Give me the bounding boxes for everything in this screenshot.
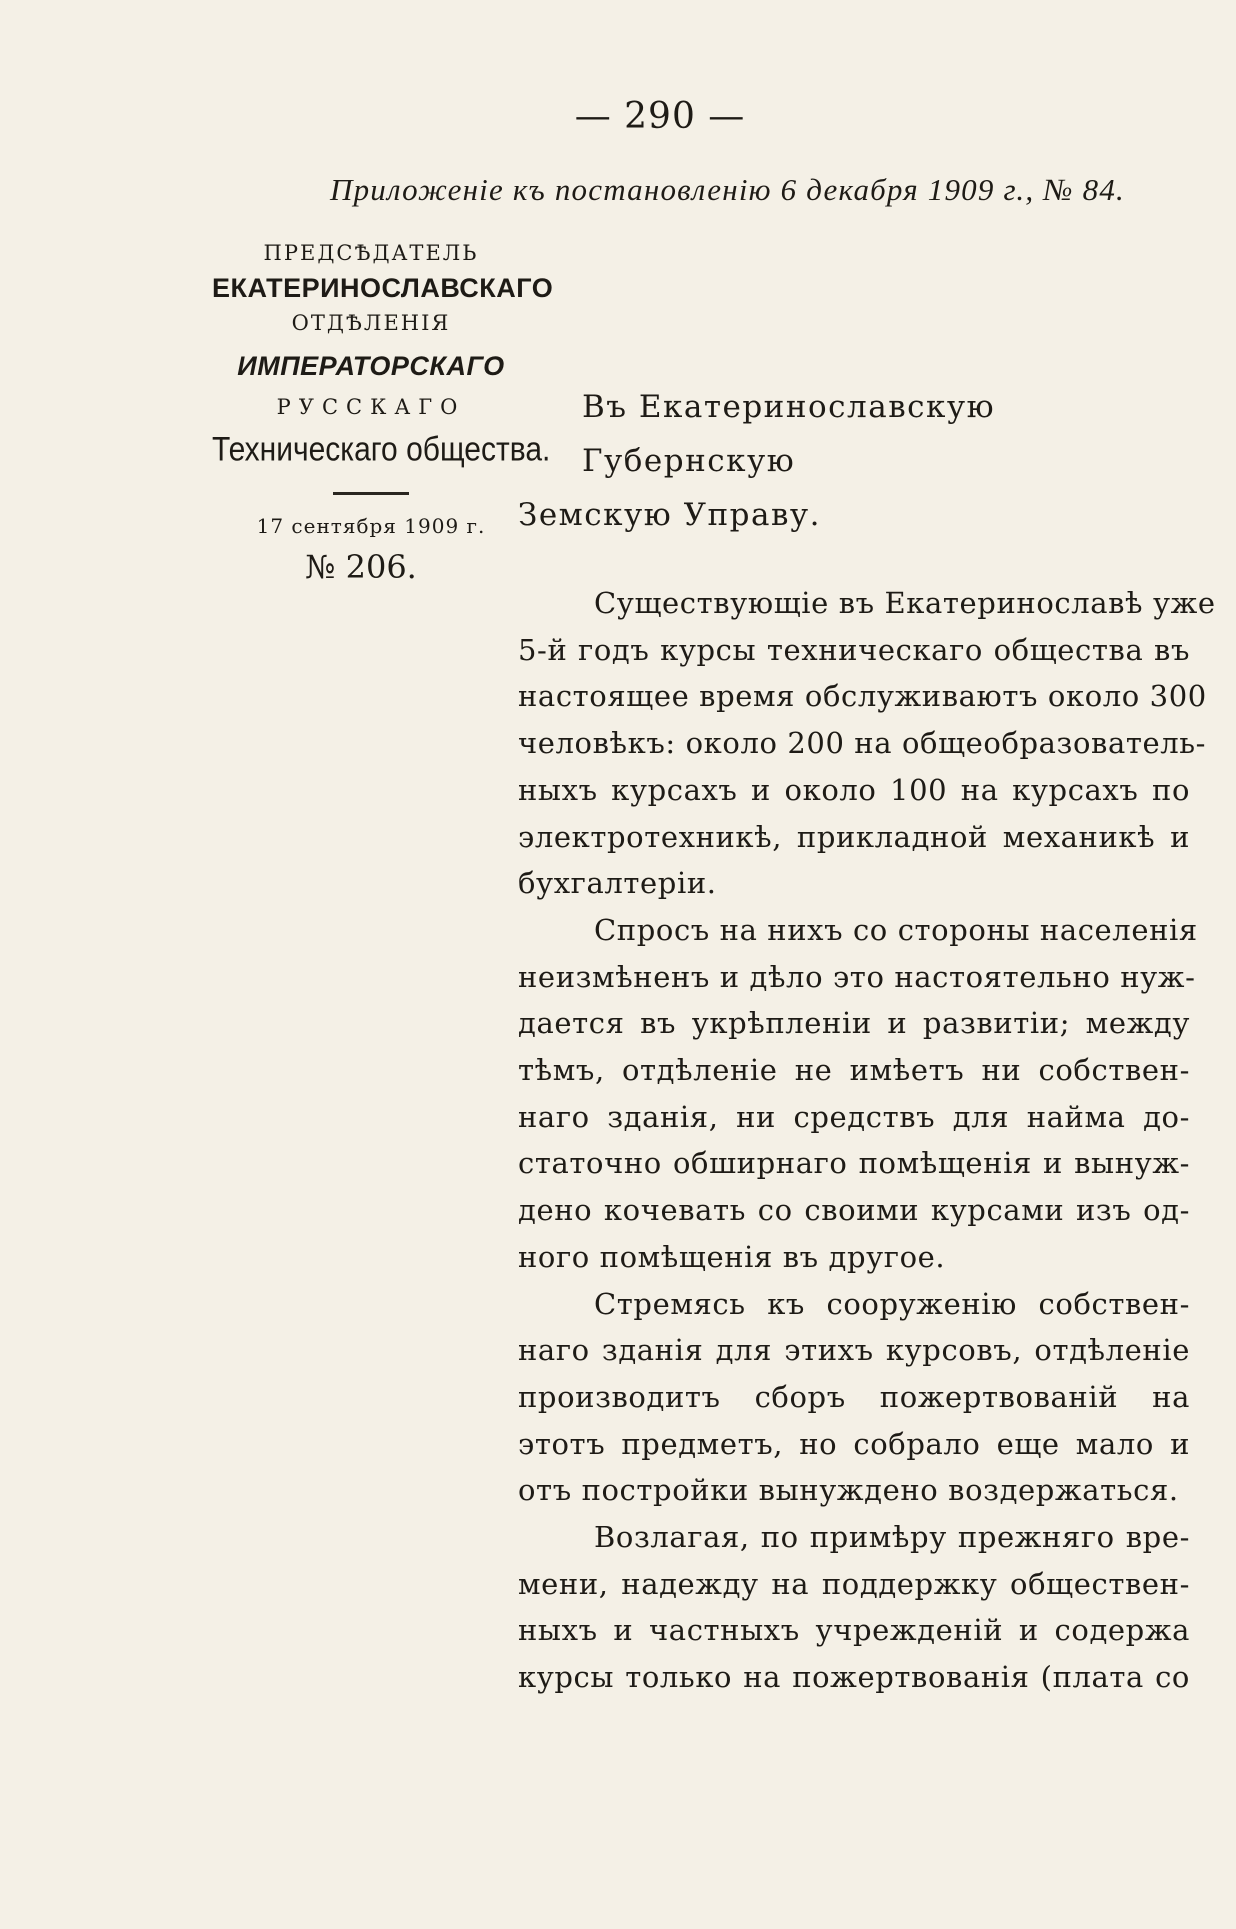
text-line: человѣкъ: около 200 на общеобразователь-: [518, 726, 1207, 761]
text-line: ного помѣщенія въ другое.: [518, 1239, 946, 1274]
paragraph-4: [518, 1514, 1190, 1701]
text-line: электротехникѣ, прикладной механикѣ и: [518, 819, 1190, 854]
letter-date: 17 сентября 1909 г.: [256, 514, 486, 538]
addressee-block: [518, 380, 1198, 542]
text-line: наго зданія, ни средствъ для найма до-: [518, 1099, 1190, 1134]
addressee-line-1: Въ Екатеринославскую Губернскую: [582, 389, 996, 479]
appendix-line: Приложеніе къ постановленію 6 декабря 1909 г., № 84.: [330, 172, 1126, 207]
text-line: курсы только на пожертвованія (плата со: [518, 1660, 1190, 1695]
text-line: 5-й годъ курсы техническаго общества въ: [518, 632, 1190, 667]
text-line: ныхъ курсахъ и около 100 на курсахъ по: [518, 772, 1190, 807]
text-line: ныхъ и частныхъ учрежденій и содержа: [518, 1613, 1190, 1648]
text-line: бухгалтеріи.: [518, 866, 717, 901]
sender-imperial: ИМПЕРАТОРСКАГО: [237, 351, 505, 381]
text-line: дается въ укрѣпленіи и развитіи; между: [518, 1006, 1190, 1041]
sender-russian: РУССКАГО: [276, 395, 466, 419]
addressee-line-2: Земскую Управу.: [518, 497, 822, 533]
text-line: мени, надежду на поддержку обществен-: [518, 1566, 1190, 1601]
text-line: настоящее время обслуживаютъ около 300: [518, 679, 1207, 714]
text-line: Стремясь къ сооруженію собствен-: [594, 1286, 1190, 1321]
text-line: наго зданія для этихъ курсовъ, отдѣленіе: [518, 1333, 1190, 1368]
sender-branch-word: ОТДѢЛЕНІЯ: [291, 311, 451, 335]
letter-body: [518, 580, 1216, 1701]
page-number: — 290 —: [574, 96, 746, 137]
text-line: Возлагая, по примѣру прежняго вре-: [594, 1520, 1190, 1555]
divider-rule: [333, 492, 409, 495]
sender-branch-city: ЕКАТЕРИНОСЛАВСКАГО: [212, 273, 554, 303]
letter-number: № 206.: [305, 548, 417, 586]
text-line: отъ постройки вынуждено воздержаться.: [518, 1473, 1179, 1508]
sender-block: [212, 238, 554, 593]
sender-title: ПРЕДСѢДАТЕЛЬ: [263, 241, 479, 265]
text-line: Спросъ на нихъ со стороны населенія: [594, 912, 1198, 947]
paragraph-2: [518, 907, 1198, 1281]
text-line: этотъ предметъ, но собрало еще мало и: [518, 1426, 1190, 1461]
text-line: неизмѣненъ и дѣло это настоятельно нуж-: [518, 959, 1196, 994]
paragraph-1: [518, 580, 1216, 907]
paragraph-3: [518, 1281, 1190, 1515]
text-line: статочно обширнаго помѣщенія и вынуж-: [518, 1146, 1190, 1181]
text-line: Существующіе въ Екатеринославѣ уже: [594, 586, 1216, 620]
sender-society: Техническаго общества.: [212, 430, 551, 469]
text-line: тѣмъ, отдѣленіе не имѣетъ ни собствен-: [518, 1053, 1190, 1088]
text-line: дено кочевать со своими курсами изъ од-: [518, 1193, 1190, 1228]
text-line: производитъ сборъ пожертвованій на: [518, 1379, 1190, 1414]
